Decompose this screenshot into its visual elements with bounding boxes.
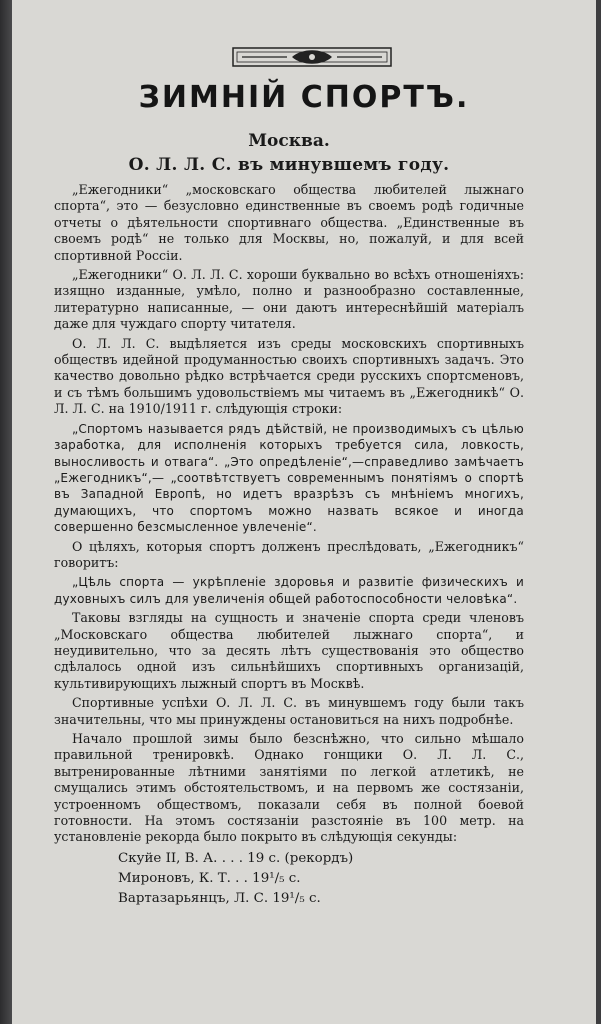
article-city: Москва. <box>248 131 330 151</box>
result-row: Мироновъ, К. Т. . . 19¹/₅ с. <box>118 870 301 886</box>
paragraph: „Ежегодники“ „московскаго общества любителей лыжнаго спорта“, это — безусловно единственные въ своемъ родѣ годичные отчеты о дѣятельности спортивнаго общества. „Единственные въ своемъ родѣ“ не только для Москвы, но, пожалуй, и для всей спортивной Россіи. <box>54 182 524 263</box>
page-title: ЗИМНІЙ СПОРТЪ. <box>138 80 470 115</box>
paragraph: Начало прошлой зимы было безснѣжно, что сильно мѣшало правильной тренировкѣ. Однако гонщики О. Л. Л. С., вытренированные лѣтними занятіями по легкой атлетикѣ, не смущались этимъ обстоятельствомъ, и на первомъ же состязаніи, устроенномъ обществомъ, показали себя въ полной боевой готовности. На этомъ состязаніи разстояніе въ 100 метр. на установленіе рекорда было покрыто въ слѣдующія секунды: <box>54 731 524 845</box>
paragraph: Таковы взгляды на сущность и значеніе спорта среди членовъ „Московскаго общества любителей лыжнаго спорта“, и неудивительно, что за десять лѣтъ существованія это общество сдѣлалось одной изъ сильнѣйшихъ спортивныхъ организацій, культивирующихъ лыжный спортъ въ Москвѣ. <box>54 610 524 691</box>
article <box>54 130 524 909</box>
results-list <box>118 849 524 909</box>
result-row: Скуйе II, В. А. . . . 19 с. (рекордъ) <box>118 850 354 866</box>
article-subtitle: О. Л. Л. С. въ минувшемъ году. <box>128 155 450 175</box>
paragraph: О. Л. Л. С. выдѣляется изъ среды московскихъ спортивныхъ обществъ идейной продуманностью своихъ спортивныхъ задачъ. Это качество довольно рѣдко встрѣчается среди русскихъ спортсменовъ, и съ тѣмъ большимъ удовольствіемъ мы читаемъ въ „Ежегодникѣ“ О. Л. Л. С. на 1910/1911 г. слѣдующія строки: <box>54 335 524 417</box>
ornament-icon <box>232 44 392 70</box>
quote-paragraph: „Спортомъ называется рядъ дѣйствій, не производимыхъ съ цѣлью заработка, для исполненія которыхъ требуется сила, ловкость, выносливость и отвага“. „Это опредѣленіе“,—справедливо замѣчаетъ „Ежегодникъ“,— „соотвѣтствуетъ современнымъ понятіямъ о спортѣ въ Западной Европѣ, но идетъ вразрѣзъ съ мнѣніемъ многихъ, думающихъ, что спортомъ можно назвать всякое и иногда совершенно безсмысленное увлеченіе“. <box>54 421 524 535</box>
background-edge <box>0 0 12 1024</box>
paragraph: „Ежегодники“ О. Л. Л. С. хороши буквально во всѣхъ отношеніяхъ: изящно изданные, умѣло, полно и разнообразно составленные, литературно написанные, — они даютъ интереснѣйшій матеріалъ даже для чуждаго спорту читателя. <box>54 267 524 332</box>
paragraph: О цѣляхъ, которыя спортъ долженъ преслѣдовать, „Ежегодникъ“ говоритъ: <box>54 538 524 570</box>
result-row: Вартазарьянцъ, Л. С. 19¹/₅ с. <box>118 890 321 906</box>
paragraph: Спортивные успѣхи О. Л. Л. С. въ минувшемъ году были такъ значительны, что мы принуждены остановиться на нихъ подробнѣе. <box>54 695 524 727</box>
newspaper-page <box>12 0 596 1024</box>
quote-paragraph: „Цѣль спорта — укрѣпленіе здоровья и развитіе физическихъ и духовныхъ силъ для увеличенія общей работоспособности человѣка“. <box>54 575 524 606</box>
